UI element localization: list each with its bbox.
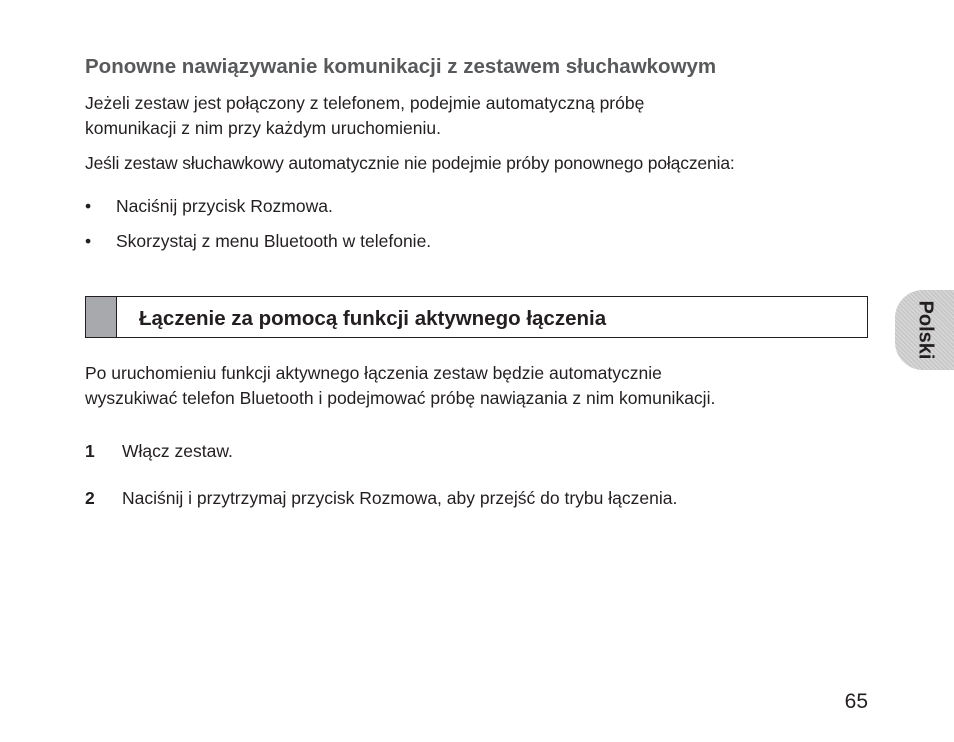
section-paragraph-line-2: wyszukiwać telefon Bluetooth i podejmować próbę nawiązania z nim komunikacji. (85, 388, 716, 408)
section-marker-square (86, 297, 117, 337)
bullet-marker: • (85, 196, 92, 216)
list-item (85, 196, 333, 217)
page-number: 65 (844, 690, 868, 713)
section-title: Łączenie za pomocą funkcji aktywnego łączenia (139, 307, 607, 330)
list-item-text: Naciśnij przycisk Rozmowa. (116, 196, 333, 216)
step-item (85, 441, 233, 462)
intro-paragraph-line-1: Jeżeli zestaw jest połączony z telefonem, podejmie automatyczną próbę (85, 93, 645, 113)
step-item (85, 488, 677, 509)
intro-paragraph (85, 91, 644, 141)
section-paragraph-line-1: Po uruchomieniu funkcji aktywnego łączenia zestaw będzie automatycznie (85, 363, 662, 383)
bullet-marker: • (85, 231, 92, 251)
step-number: 1 (85, 441, 95, 461)
step-number: 2 (85, 488, 95, 508)
step-text: Włącz zestaw. (122, 441, 233, 461)
step-text: Naciśnij i przytrzymaj przycisk Rozmowa, aby przejść do trybu łączenia. (122, 488, 678, 508)
list-item (85, 231, 431, 252)
section-paragraph (85, 361, 715, 411)
condition-paragraph: Jeśli zestaw słuchawkowy automatycznie nie podejmie próby ponownego połączenia: (85, 153, 735, 173)
sub-heading: Ponowne nawiązywanie komunikacji z zestawem słuchawkowym (85, 55, 717, 78)
intro-paragraph-line-2: komunikacji z nim przy każdym uruchomieniu. (85, 118, 441, 138)
language-tab (895, 290, 954, 370)
list-item-text: Skorzystaj z menu Bluetooth w telefonie. (116, 231, 432, 251)
language-tab-label: Polski (914, 300, 936, 360)
section-title-box (85, 296, 868, 338)
